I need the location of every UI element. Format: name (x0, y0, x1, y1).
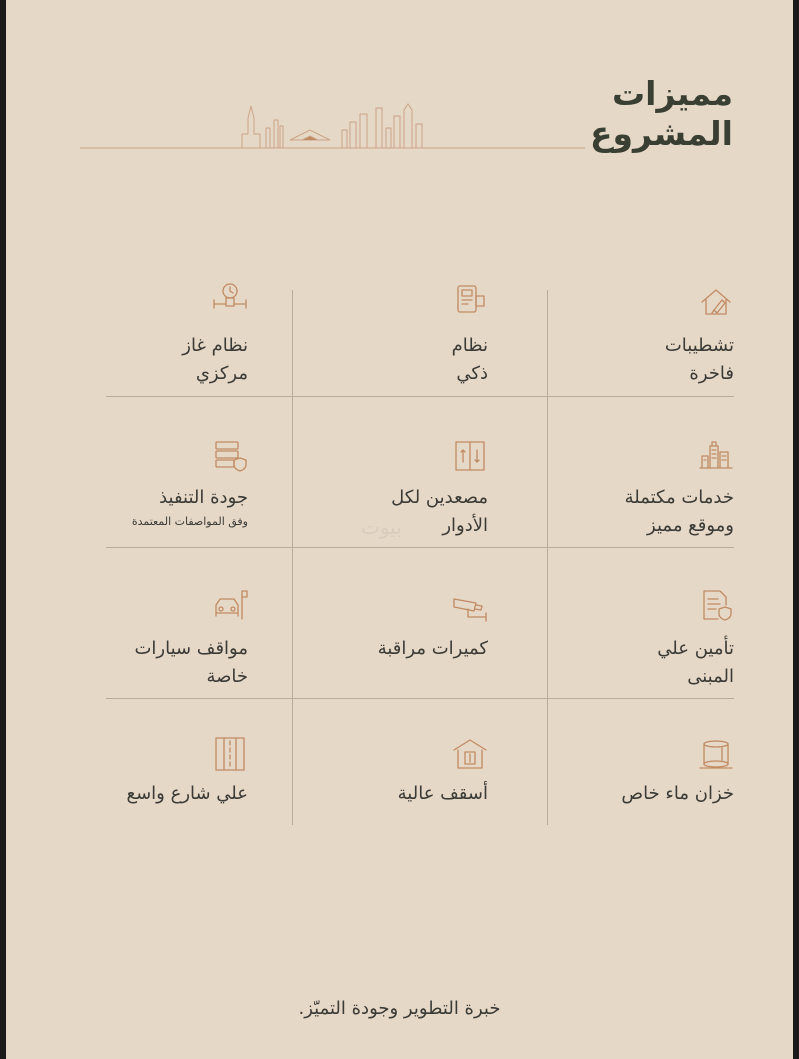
feature-label: مصعدين لكل (391, 487, 488, 508)
feature-finishes (567, 290, 734, 396)
features-grid (106, 290, 734, 825)
footer-tagline: خبرة التطوير وجودة التميّز. (298, 998, 501, 1019)
feature-quality (106, 396, 248, 547)
feature-label: الأدوار (442, 515, 488, 536)
feature-label: أسقف عالية (397, 783, 488, 804)
feature-label: ذكي (456, 363, 488, 384)
feature-label: تأمين علي (657, 638, 734, 659)
feature-label: مواقف سيارات (134, 638, 248, 659)
feature-label: جودة التنفيذ (159, 487, 248, 508)
divider-vertical (547, 290, 548, 825)
feature-smart-system (312, 290, 488, 396)
parking-car-icon (212, 587, 248, 623)
city-buildings-icon (698, 436, 734, 472)
smart-panel-icon (452, 282, 488, 318)
feature-label: نظام غاز (182, 335, 248, 356)
feature-gas-system (106, 290, 248, 396)
document-shield-icon (698, 587, 734, 623)
high-ceiling-icon (452, 736, 488, 772)
feature-label: خدمات مكتملة (624, 487, 734, 508)
feature-label: خاصة (206, 666, 248, 687)
wide-street-icon (212, 736, 248, 772)
gas-meter-icon (212, 280, 248, 316)
elevator-icon (452, 438, 488, 474)
water-tank-icon (698, 736, 734, 772)
server-shield-icon (212, 438, 248, 474)
house-brush-icon (698, 284, 734, 320)
feature-water-tank (567, 698, 734, 825)
feature-label: تشطيبات (664, 335, 734, 356)
watermark: بيوت (361, 515, 402, 539)
feature-cameras (312, 547, 488, 698)
skyline-illustration (80, 100, 585, 152)
feature-ceilings (312, 698, 488, 825)
feature-label: مركزي (195, 363, 248, 384)
feature-label: المبنى (687, 666, 734, 687)
feature-label: علي شارع واسع (126, 783, 248, 804)
divider-vertical (292, 290, 293, 825)
feature-label: خزان ماء خاص (621, 783, 734, 804)
title-line-1: مميزات (611, 74, 733, 113)
feature-services (567, 396, 734, 547)
cctv-camera-icon (452, 589, 488, 625)
feature-label: نظام (451, 335, 488, 356)
title-line-2: المشروع (590, 114, 733, 153)
feature-label: فاخرة (689, 363, 734, 384)
feature-label: كميرات مراقبة (377, 638, 488, 659)
feature-insurance (567, 547, 734, 698)
feature-parking (106, 547, 248, 698)
feature-wide-street (106, 698, 248, 825)
feature-label: وموقع مميز (647, 515, 734, 536)
brochure-page (6, 0, 793, 1059)
feature-sublabel: وفق المواصفات المعتمدة (131, 515, 248, 528)
